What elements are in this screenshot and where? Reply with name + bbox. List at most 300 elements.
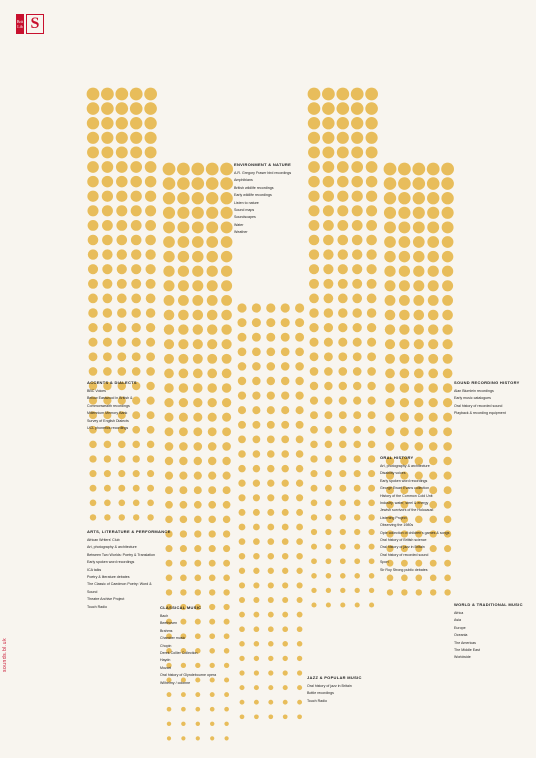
- dot: [340, 514, 346, 520]
- category-item[interactable]: History of the Common Cold Unit: [380, 493, 433, 498]
- dot: [413, 236, 425, 248]
- dot: [117, 308, 127, 318]
- dot: [368, 441, 376, 449]
- dot: [428, 383, 438, 393]
- dot: [442, 310, 453, 321]
- dot: [339, 441, 347, 449]
- dot: [195, 707, 200, 712]
- dot: [412, 163, 425, 176]
- dot: [253, 597, 259, 603]
- dot: [442, 295, 453, 306]
- dot: [282, 509, 289, 516]
- dot: [221, 207, 233, 219]
- dot: [354, 514, 360, 520]
- dot: [87, 102, 100, 115]
- dot: [207, 339, 217, 349]
- dot: [325, 455, 332, 462]
- category-item[interactable]: Wilhelmy / colonne: [160, 680, 191, 685]
- dot: [427, 251, 438, 262]
- category-item[interactable]: Oral history of jazz in Britain: [380, 545, 425, 550]
- category-item[interactable]: Survey of English Dialects: [87, 418, 129, 423]
- category-item[interactable]: Touch Radio: [87, 604, 107, 609]
- dot: [281, 347, 290, 356]
- dot: [281, 318, 290, 327]
- dot: [223, 574, 230, 581]
- category-item[interactable]: Bellow Eastwood in British &: [87, 396, 133, 401]
- dot: [207, 280, 218, 291]
- dot: [295, 362, 304, 371]
- category-item[interactable]: Sir Roy Strong public debates: [380, 567, 428, 572]
- category-item[interactable]: Art, photography & architecture: [87, 545, 137, 550]
- category-item[interactable]: Water: [234, 222, 244, 227]
- dot: [323, 264, 333, 274]
- dot: [297, 597, 303, 603]
- dot: [254, 714, 259, 719]
- dot: [352, 220, 363, 231]
- dot: [281, 465, 288, 472]
- dot: [88, 264, 98, 274]
- dot: [144, 102, 157, 115]
- category-item[interactable]: Europe: [454, 625, 466, 630]
- dot: [428, 280, 439, 291]
- dot: [267, 436, 275, 444]
- category-item[interactable]: Art, photography & architecture: [380, 464, 430, 468]
- dot: [240, 700, 245, 705]
- category-item[interactable]: Poetry & literature debates: [87, 575, 130, 580]
- dot: [429, 413, 438, 422]
- dot: [339, 499, 346, 506]
- category-item[interactable]: Jewish survivors of the Holocaust: [380, 508, 434, 513]
- category-item[interactable]: Africa: [454, 611, 464, 615]
- dot: [267, 480, 274, 487]
- category-item[interactable]: The Classic of Caedmon Poetry: Word &: [87, 582, 152, 587]
- dot: [194, 516, 202, 524]
- category-item[interactable]: Sport: [380, 560, 389, 565]
- dot: [324, 367, 333, 376]
- dot: [442, 221, 454, 233]
- dot: [221, 295, 232, 306]
- dot: [338, 323, 347, 332]
- dot: [102, 279, 112, 289]
- dot: [325, 426, 333, 434]
- dot: [224, 663, 229, 668]
- dot: [192, 280, 203, 291]
- dot: [210, 722, 214, 726]
- dot: [337, 161, 349, 173]
- category-item[interactable]: Theatre Archive Project: [87, 597, 125, 602]
- category-item[interactable]: Listening Project: [380, 515, 407, 520]
- dot: [101, 102, 114, 115]
- category-item[interactable]: Early spoken word recordings: [87, 560, 135, 565]
- dot: [281, 377, 289, 385]
- dot: [117, 249, 127, 259]
- dot: [398, 192, 410, 204]
- category-item[interactable]: George Ewart Evans collection: [380, 486, 430, 491]
- dot: [309, 338, 318, 347]
- dot: [267, 377, 275, 385]
- dot: [206, 221, 218, 233]
- dot: [192, 295, 203, 306]
- dot: [429, 398, 438, 407]
- category-item[interactable]: British wildlife recordings: [234, 185, 274, 190]
- dot: [132, 338, 141, 347]
- dot: [178, 295, 189, 306]
- category-1: [234, 162, 291, 237]
- dot: [429, 427, 438, 436]
- category-item[interactable]: Chamber music: [160, 636, 186, 641]
- dot: [413, 192, 425, 204]
- dot: [443, 427, 452, 436]
- dot: [208, 501, 216, 509]
- dot: [266, 318, 275, 327]
- dot: [207, 266, 218, 277]
- dot: [368, 411, 376, 419]
- dot: [145, 249, 155, 259]
- category-item[interactable]: Millennium Memory Bank: [87, 411, 128, 416]
- dot: [207, 310, 218, 321]
- dot: [309, 294, 319, 304]
- dot: [385, 369, 395, 379]
- dot: [296, 465, 303, 472]
- dot: [297, 641, 303, 647]
- category-item[interactable]: Alan Blumlein recordings: [454, 389, 494, 393]
- category-item[interactable]: Oceania: [454, 633, 468, 638]
- dot: [337, 117, 349, 129]
- dot: [118, 470, 125, 477]
- category-item[interactable]: Brahms: [160, 628, 173, 633]
- dot: [368, 470, 375, 477]
- dot: [210, 736, 214, 740]
- category-item[interactable]: Chopin: [160, 643, 172, 648]
- dot: [179, 457, 187, 465]
- dot: [296, 421, 304, 429]
- dot: [414, 427, 423, 436]
- dot: [193, 442, 202, 451]
- dot: [89, 352, 98, 361]
- dot: [442, 251, 453, 262]
- dot: [352, 205, 363, 216]
- dot: [297, 714, 302, 719]
- category-item[interactable]: Derek Collier Collection: [160, 651, 198, 656]
- category-item[interactable]: Oral history of jazz in Britain: [307, 684, 352, 688]
- dot: [337, 146, 349, 158]
- dot: [267, 391, 275, 399]
- dot: [429, 442, 438, 451]
- dot: [340, 602, 345, 607]
- dot: [366, 161, 378, 173]
- dot: [324, 352, 333, 361]
- dot: [178, 251, 189, 262]
- dot: [268, 626, 274, 632]
- category-item[interactable]: The Middle East: [454, 648, 480, 653]
- dot: [89, 441, 97, 449]
- category-title: SOUND RECORDING HISTORY: [454, 380, 520, 385]
- dot: [296, 450, 304, 458]
- dot: [296, 406, 304, 414]
- dot: [239, 524, 246, 531]
- dot: [353, 426, 361, 434]
- dot: [163, 251, 174, 262]
- dot: [239, 656, 244, 661]
- dot: [337, 220, 348, 231]
- dot: [385, 413, 394, 422]
- category-item[interactable]: Commonwealth recordings: [87, 403, 130, 408]
- dot: [366, 132, 378, 144]
- dot: [88, 308, 98, 318]
- dot: [354, 573, 360, 579]
- dot: [337, 102, 350, 115]
- category-item[interactable]: Playback & recording equipment: [454, 411, 506, 416]
- dot: [87, 132, 99, 144]
- dot: [146, 294, 156, 304]
- dot: [310, 367, 319, 376]
- dot: [102, 235, 113, 246]
- dot: [309, 235, 320, 246]
- dot: [338, 279, 348, 289]
- category-item[interactable]: Worldwide: [454, 655, 471, 660]
- dot: [297, 656, 302, 661]
- dot: [221, 221, 233, 233]
- dot: [351, 132, 363, 144]
- category-item[interactable]: Sound maps: [234, 208, 255, 213]
- dot: [401, 589, 407, 595]
- dot: [268, 714, 273, 719]
- category-item[interactable]: A.R. Gregory Fraser bird recordings: [234, 171, 292, 175]
- dot: [223, 560, 230, 567]
- dot: [414, 339, 424, 349]
- dot: [118, 485, 125, 492]
- dot: [355, 588, 360, 593]
- dot: [369, 602, 374, 607]
- dot: [268, 700, 273, 705]
- dot: [340, 588, 345, 593]
- dot: [268, 641, 274, 647]
- dot: [133, 514, 139, 520]
- dot: [324, 294, 334, 304]
- category-item[interactable]: Early music catalogues: [454, 396, 491, 401]
- category-item[interactable]: Early wildlife recordings: [234, 193, 272, 198]
- dot: [310, 426, 318, 434]
- dot: [325, 499, 332, 506]
- category-item[interactable]: Opie collection of children's games & songs: [380, 530, 450, 535]
- category-item[interactable]: Oral history of recorded sound: [380, 552, 429, 557]
- dot: [385, 295, 396, 306]
- dot: [297, 685, 302, 690]
- dot: [206, 236, 218, 248]
- dot: [399, 354, 409, 364]
- dot: [443, 442, 452, 451]
- dot: [222, 413, 231, 422]
- dot: [337, 132, 349, 144]
- dot: [209, 545, 216, 552]
- dot: [340, 573, 346, 579]
- dot: [340, 558, 346, 564]
- dot: [267, 406, 275, 414]
- category-item[interactable]: Bach: [160, 614, 169, 618]
- category-item[interactable]: Soundscapes: [234, 215, 256, 220]
- category-item[interactable]: Disability voices: [380, 471, 406, 476]
- dot: [268, 612, 274, 618]
- dot: [413, 295, 424, 306]
- dot: [116, 117, 128, 129]
- dot: [223, 545, 230, 552]
- dot: [165, 486, 173, 494]
- dot: [311, 485, 318, 492]
- dot: [352, 235, 363, 246]
- dot: [295, 347, 304, 356]
- dot: [223, 501, 231, 509]
- dot: [365, 102, 378, 115]
- category-item[interactable]: Industry: water, steel & energy: [380, 501, 429, 506]
- dot: [222, 457, 230, 465]
- dot: [427, 207, 439, 219]
- dot: [221, 251, 232, 262]
- dot: [102, 220, 113, 231]
- dot: [413, 177, 426, 190]
- dot: [133, 455, 140, 462]
- dot: [131, 279, 141, 289]
- dot: [309, 323, 318, 332]
- dot: [221, 280, 232, 291]
- dot: [309, 279, 319, 289]
- dot: [427, 192, 439, 204]
- category-item[interactable]: Between Two Worlds: Poetry & Translation: [87, 552, 155, 557]
- category-item[interactable]: Mozart: [160, 665, 171, 670]
- dot: [385, 398, 394, 407]
- dot: [283, 714, 288, 719]
- dot: [282, 524, 289, 531]
- category-item[interactable]: Weather: [234, 230, 248, 235]
- dot: [146, 367, 155, 376]
- category-item[interactable]: Observing the 1980s: [380, 523, 414, 528]
- dot: [252, 421, 260, 429]
- dot: [336, 88, 349, 101]
- dot: [224, 722, 228, 726]
- dot: [384, 192, 396, 204]
- dot: [428, 266, 439, 277]
- dot: [206, 207, 218, 219]
- dot: [192, 207, 204, 219]
- dot: [400, 413, 409, 422]
- dot: [163, 207, 175, 219]
- dot: [399, 266, 410, 277]
- category-item[interactable]: Oral history of British science: [380, 538, 427, 543]
- dot: [163, 236, 175, 248]
- dot: [254, 685, 259, 690]
- dot: [131, 235, 142, 246]
- dot: [352, 249, 362, 259]
- dot: [238, 391, 246, 399]
- dot: [414, 398, 423, 407]
- dot: [339, 455, 346, 462]
- dot: [296, 494, 303, 501]
- dot: [413, 266, 424, 277]
- dot: [133, 470, 140, 477]
- category-item[interactable]: Haydn: [160, 658, 171, 663]
- dot: [180, 530, 187, 537]
- category-item[interactable]: BBC Voices: [87, 389, 106, 393]
- category-item[interactable]: The Americas: [454, 640, 476, 645]
- dot: [208, 516, 216, 524]
- dot: [116, 132, 128, 144]
- dot: [283, 685, 288, 690]
- category-item[interactable]: Listen to nature: [234, 200, 259, 205]
- dot: [179, 486, 187, 494]
- category-item[interactable]: UCL phonetics recordings: [87, 426, 129, 431]
- dot: [311, 499, 318, 506]
- dot: [192, 266, 203, 277]
- dot: [324, 308, 334, 318]
- dot: [224, 633, 230, 639]
- dot: [443, 383, 453, 393]
- dot: [326, 573, 332, 579]
- dot: [253, 553, 259, 559]
- category-2: [87, 380, 137, 432]
- dot: [239, 538, 246, 545]
- category-item[interactable]: Touch Radio: [307, 698, 327, 703]
- category-title: WORLD & TRADITIONAL MUSIC: [454, 602, 523, 607]
- dot: [325, 485, 332, 492]
- dot: [165, 427, 174, 436]
- dot: [326, 588, 331, 593]
- dot: [267, 509, 274, 516]
- dot: [101, 117, 113, 129]
- dot: [194, 530, 201, 537]
- dot: [238, 421, 246, 429]
- category-item[interactable]: Oral history of Glyndebourne opera: [160, 673, 217, 678]
- dot: [295, 318, 304, 327]
- category-item[interactable]: Asia: [454, 618, 461, 623]
- dot: [366, 191, 377, 202]
- dot: [297, 582, 303, 588]
- dot: [268, 553, 274, 559]
- category-item[interactable]: Oral history of recorded sound: [454, 403, 503, 408]
- dot: [239, 641, 245, 647]
- dot: [324, 397, 332, 405]
- side-url-text: sounds.bl.uk: [2, 637, 8, 672]
- dot: [384, 280, 395, 291]
- dot: [164, 324, 174, 334]
- dot: [352, 308, 362, 318]
- dot: [308, 176, 319, 187]
- dot: [239, 509, 246, 516]
- dot: [443, 413, 452, 422]
- dot: [117, 323, 126, 332]
- dot: [308, 117, 320, 129]
- dot: [237, 318, 246, 327]
- dot: [353, 323, 362, 332]
- dot: [268, 685, 273, 690]
- category-item[interactable]: Amphibians: [234, 178, 253, 183]
- category-item[interactable]: Bottle recordings: [307, 691, 334, 696]
- dot: [253, 509, 260, 516]
- dot: [338, 338, 347, 347]
- dot: [164, 310, 175, 321]
- category-item[interactable]: Early spoken word recordings: [380, 478, 428, 483]
- dot: [310, 382, 318, 390]
- dot: [311, 602, 316, 607]
- category-item[interactable]: African Writers' Club: [87, 538, 120, 542]
- category-item[interactable]: Sound: [87, 589, 98, 594]
- dot: [399, 339, 409, 349]
- dot: [416, 589, 422, 595]
- category-item[interactable]: Beethoven: [160, 621, 178, 626]
- dot: [238, 406, 246, 414]
- dot: [117, 338, 126, 347]
- category-item[interactable]: ICA talks: [87, 567, 102, 572]
- dot: [281, 421, 289, 429]
- dot: [145, 132, 157, 144]
